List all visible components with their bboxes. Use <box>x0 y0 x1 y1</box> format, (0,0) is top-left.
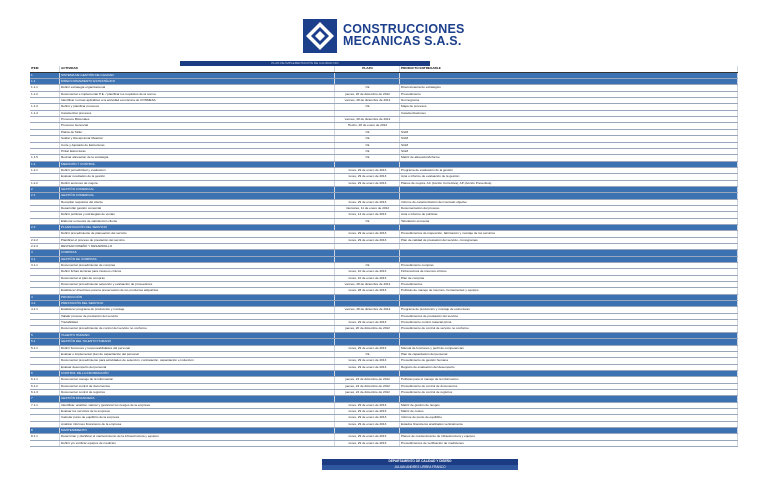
cell-plazo: lunes, 29 de enero de 2013 <box>335 346 400 351</box>
cell-plazo: lunes, 29 de enero de 2013 <box>335 365 400 370</box>
cell-plazo <box>335 396 400 401</box>
cell-plazo: Ok <box>335 219 400 224</box>
cell-item <box>30 231 60 236</box>
cell-item <box>30 409 60 414</box>
cell-plazo: lunes, 29 de enero de 2013 <box>335 231 400 236</box>
cell-product: Estados financieros analizados verticalmente <box>400 422 738 427</box>
cell-item: 1.1.4 <box>30 111 60 116</box>
cell-item: 3 <box>30 250 60 255</box>
cell-product: Procedimientos de verificación de mediciones <box>400 441 738 446</box>
cell-activity: Validar proceso de prestación del servicio <box>60 314 335 319</box>
cell-activity: Evaluar e implementar plan de capacitación del personal <box>60 352 335 357</box>
cell-activity: COMPRAS <box>60 250 335 255</box>
cell-product: Mapa de procesos <box>400 104 738 109</box>
cell-activity: Definir funciones y responsabilidades del personal <box>60 346 335 351</box>
cell-item <box>30 314 60 319</box>
cell-item: 5 <box>30 333 60 338</box>
cell-plazo <box>335 162 400 167</box>
header-plazo: PLAZO <box>335 66 400 71</box>
cell-item <box>30 326 60 331</box>
cell-item <box>30 149 60 154</box>
cell-item: 6.1.3 <box>30 390 60 395</box>
cell-activity: TALENTO HUMANO <box>60 333 335 338</box>
cell-plazo: lunes, 10 de enero de 2013 <box>335 269 400 274</box>
company-name <box>343 23 465 47</box>
cell-activity: Calcular punto de equilibrio de la empresa <box>60 415 335 420</box>
cell-activity: Planta de Taller <box>60 130 335 135</box>
cell-product: SGM <box>400 149 738 154</box>
cell-activity: Definir procedimiento de planeación del servicio <box>60 231 335 236</box>
cell-product: Planes de mejora, AC (Acción Correctiva), AP (Acción Preventiva) <box>400 181 738 186</box>
cell-plazo: Ok <box>335 136 400 141</box>
cell-item: 3.1 <box>30 257 60 262</box>
cell-item <box>30 276 60 281</box>
cell-product <box>400 79 738 84</box>
cell-activity: GESTIÓN DEL TALENTO HUMANO <box>60 339 335 344</box>
cell-activity: PLANIFICACIÓN DEL SERVICIO <box>60 225 335 230</box>
cell-activity: Procesos Gerencial <box>60 123 335 128</box>
cell-item: 2 <box>30 187 60 192</box>
cell-plazo <box>335 333 400 338</box>
cell-product: Plan de calidad de prestación del servicio, cronogramas <box>400 238 738 243</box>
cell-plazo: jueves, 24 de diciembre de 2012 <box>335 390 400 395</box>
cell-plazo <box>335 295 400 300</box>
cell-activity: Documentar control de documentos <box>60 384 335 389</box>
cell-item: 4.1 <box>30 301 60 306</box>
cell-plazo <box>335 73 400 78</box>
cell-plazo: lunes, 29 de enero de 2013 <box>335 200 400 205</box>
cell-product: Plan de compras <box>400 276 738 281</box>
cell-item: 1.2.2 <box>30 181 60 186</box>
cell-plazo: jueves, 20 de diciembre de 2012 <box>335 326 400 331</box>
cell-product: Matriz de costos <box>400 409 738 414</box>
cell-product: Procedimiento de control de documentos <box>400 384 738 389</box>
cell-product: Procedimientos <box>400 282 738 287</box>
cell-item: 5.1.1 <box>30 346 60 351</box>
cell-item <box>30 174 60 179</box>
cell-product <box>400 250 738 255</box>
cell-product: SGM <box>400 136 738 141</box>
table-banner: PLAN DE IMPLEMENTACIÓN DE CALIDAD ISO <box>180 61 430 66</box>
cell-activity: Establecer programa de producción y montaje <box>60 307 335 312</box>
cell-activity: Documentar control de registros <box>60 390 335 395</box>
cell-product: Manual de funciones y perfil de competencias <box>400 346 738 351</box>
cell-activity: Documentar procedimiento para actividades de selección, contratación, capacitación e inducción <box>60 358 335 363</box>
cell-product <box>400 396 738 401</box>
cell-item: 2.2.2 <box>30 238 60 243</box>
cell-item: 8 <box>30 428 60 433</box>
cell-product <box>400 244 738 249</box>
cell-activity: Evaluar resultados de la gestión <box>60 174 335 179</box>
cell-activity: Definir fichas técnicas para insumos críticos <box>60 269 335 274</box>
cell-plazo: lunes, 14 de enero de 2013 <box>335 212 400 217</box>
cell-item <box>30 130 60 135</box>
cell-item <box>30 123 60 128</box>
cell-product <box>400 193 738 198</box>
cell-plazo: lunes, 29 de enero de 2013 <box>335 181 400 186</box>
cell-item: 7.1.1 <box>30 403 60 408</box>
cell-activity: Pintar Estructuras <box>60 149 335 154</box>
cell-activity: MANTENIMIENTO <box>60 428 335 433</box>
cell-product <box>400 73 738 78</box>
cell-item: 4 <box>30 295 60 300</box>
cell-activity: Documentar procedimiento de compras <box>60 263 335 268</box>
signature-block <box>322 459 518 470</box>
cell-plazo: lunes, 28 de enero de 2013 <box>335 288 400 293</box>
cell-activity: Definir y planificar procesos <box>60 104 335 109</box>
cell-item: 1 <box>30 73 60 78</box>
cell-product: Procedimiento de control de registros <box>400 390 738 395</box>
cell-product <box>400 117 738 122</box>
cell-plazo: jueves, 20 de diciembre de 2012 <box>335 92 400 97</box>
cell-item: 6 <box>30 371 60 376</box>
cell-item: 1.1 <box>30 79 60 84</box>
cell-activity: Recopilar requisitos del cliente <box>60 200 335 205</box>
cell-plazo: jueves, 24 de diciembre de 2012 <box>335 377 400 382</box>
cell-item: 2.1 <box>30 193 60 198</box>
cell-product: Planes de mantenimiento de infraestructura y equipos <box>400 434 738 439</box>
cell-plazo: lunes, 29 de enero de 2013 <box>335 320 400 325</box>
cell-plazo <box>335 244 400 249</box>
cell-item: 6.1.2 <box>30 384 60 389</box>
cell-item: 2.2.3 <box>30 244 60 249</box>
cell-product: Caracterizaciones <box>400 111 738 116</box>
cell-product: Acta o informe de evaluación de la gestión <box>400 174 738 179</box>
cell-activity: Identificar, analizar, valorar y gestionar los riesgos de la empresa <box>60 403 335 408</box>
cell-activity: Documentar e implementar P.E. / planificar los requisitos de la norma <box>60 92 335 97</box>
cell-product: Documentación del proceso <box>400 206 738 211</box>
table-body <box>30 73 738 447</box>
cell-plazo <box>335 314 400 319</box>
header-activity: ACTIVIDAD <box>60 66 335 71</box>
cell-activity: Definir estrategia organizacional <box>60 85 335 90</box>
cell-plazo: lunes, 29 de enero de 2013 <box>335 168 400 173</box>
cell-plazo: lunes, 29 de enero de 2013 <box>335 415 400 420</box>
cell-item: 7 <box>30 396 60 401</box>
cell-item: 1.2 <box>30 162 60 167</box>
cell-item: 1.1.1 <box>30 85 60 90</box>
cell-activity: Definir acciones de mejora <box>60 181 335 186</box>
cell-plazo: jueves, 24 de diciembre de 2012 <box>335 384 400 389</box>
cell-product <box>400 295 738 300</box>
cell-plazo: Ok <box>335 104 400 109</box>
cell-product: Normograma <box>400 98 738 103</box>
cell-product <box>400 301 738 306</box>
cell-product <box>400 339 738 344</box>
cell-plazo: lunes, 29 de enero de 2013 <box>335 403 400 408</box>
cell-activity: Definir y/o verificar equipos de medición <box>60 441 335 446</box>
cell-plazo: Ok <box>335 352 400 357</box>
cell-item: 1.1.3 <box>30 104 60 109</box>
cell-plazo <box>335 428 400 433</box>
cell-item <box>30 212 60 217</box>
plan-table <box>30 61 738 447</box>
cell-item: 2.2 <box>30 225 60 230</box>
cell-product: Tabulación encuesta <box>400 219 738 224</box>
cell-product: Procedimiento <box>400 92 738 97</box>
cell-product: Políticas de manejo de insumos, herramientas y equipos <box>400 288 738 293</box>
cell-item: 1.2.1 <box>30 168 60 173</box>
cell-plazo: lunes, 29 de enero de 2013 <box>335 434 400 439</box>
cell-plazo <box>335 79 400 84</box>
cell-plazo <box>335 193 400 198</box>
cell-product: Procedimiento control material prima <box>400 320 738 325</box>
cell-activity: Caracterizar procesos <box>60 111 335 116</box>
cell-plazo: Ok <box>335 85 400 90</box>
cell-activity: Evaluar desempeño del personal <box>60 365 335 370</box>
cell-plazo: viernes, 28 de diciembre de 2012 <box>335 282 400 287</box>
cell-activity: Evaluar los servicios de la empresa <box>60 409 335 414</box>
cell-item: 6.1.1 <box>30 377 60 382</box>
cell-activity: GESTIÓN COMERCIAL <box>60 193 335 198</box>
cell-item <box>30 98 60 103</box>
cell-plazo: Ok <box>335 263 400 268</box>
cell-item <box>30 206 60 211</box>
cell-product <box>400 123 738 128</box>
cell-item: 4.1.1 <box>30 307 60 312</box>
cell-product: Plan de capacitación del personal <box>400 352 738 357</box>
cell-item <box>30 136 60 141</box>
cell-product <box>400 162 738 167</box>
cell-plazo <box>335 371 400 376</box>
cell-product <box>400 371 738 376</box>
cell-plazo: viernes, 28 de diciembre de 2012 <box>335 117 400 122</box>
cell-product: SGM <box>400 143 738 148</box>
cell-product: Políticas para el manejo de la información <box>400 377 738 382</box>
cell-product <box>400 428 738 433</box>
cell-product: Procedimiento de gestión humana <box>400 358 738 363</box>
cell-activity: MEDICIÓN Y CONTROL <box>60 162 335 167</box>
cell-item <box>30 441 60 446</box>
cell-activity: Elaborar encuesta de satisfacción cliente <box>60 219 335 224</box>
cell-product: Direccionamiento estratégico <box>400 85 738 90</box>
cell-product <box>400 257 738 262</box>
cell-item <box>30 358 60 363</box>
department-label: DEPARTAMENTO DE CALIDAD Y DISEÑO <box>322 459 518 465</box>
cell-item: 8.1.1 <box>30 434 60 439</box>
cell-item <box>30 200 60 205</box>
cell-product: Programa de producción y montaje de estructuras <box>400 307 738 312</box>
cell-plazo: lunes, 29 de enero de 2013 <box>335 358 400 363</box>
cell-product <box>400 187 738 192</box>
cell-activity: Documentar procedimiento selección y evaluación de proveedores <box>60 282 335 287</box>
cell-activity: GESTIÓN FINANCIERA <box>60 396 335 401</box>
cell-activity: Documentar manejo de la información <box>60 377 335 382</box>
cell-item: 1.1.5 <box>30 155 60 160</box>
cell-activity: PRESTACIÓN DEL SERVICIO <box>60 301 335 306</box>
cell-product: Procedimiento compras <box>400 263 738 268</box>
cell-product: Ficha técnica de insumos críticos <box>400 269 738 274</box>
cell-product: Informe de punto de equilibrio <box>400 415 738 420</box>
cell-activity: Corte y Ajustado de Estructuras <box>60 143 335 148</box>
cell-plazo: lunes, 10 de enero de 2013 <box>335 276 400 281</box>
cell-item <box>30 288 60 293</box>
cell-plazo <box>335 111 400 116</box>
cell-activity: Determinar y planificar el mantenimiento de la infraestructura y equipos <box>60 434 335 439</box>
cell-plazo: Ok <box>335 130 400 135</box>
cell-plazo <box>335 225 400 230</box>
cell-plazo: viernes, 28 de diciembre de 2012 <box>335 98 400 103</box>
cell-product: Procedimientos de inspección, fabricación y montaje de los servicios <box>400 231 738 236</box>
cell-item <box>30 422 60 427</box>
cell-plazo: lunes, 29 de enero de 2013 <box>335 441 400 446</box>
cell-item <box>30 320 60 325</box>
cell-activity: DIRECCIONAMIENTO ESTRATÉGICO <box>60 79 335 84</box>
cell-activity: Soldar y Recepcionar Material <box>60 136 335 141</box>
cell-item <box>30 282 60 287</box>
company-name-line1: CONSTRUCCIONES <box>343 22 465 36</box>
cell-plazo: Hecho, 28 de enero de 2012 <box>335 123 400 128</box>
cell-plazo: miércoles, 11 de enero de 2012 <box>335 206 400 211</box>
cell-plazo <box>335 301 400 306</box>
cell-product: Acta o informe de políticas <box>400 212 738 217</box>
cell-activity: CONTROL DE LA INFORMACIÓN <box>60 371 335 376</box>
cell-product <box>400 225 738 230</box>
cell-product: Programa de evaluación de la gestión <box>400 168 738 173</box>
cell-activity: Identificar normas aplicables a la actividad económica de CONMESA <box>60 98 335 103</box>
cell-plazo: lunes, 29 de enero de 2013 <box>335 422 400 427</box>
company-name-line2: MECANICAS S.A.S. <box>343 34 462 48</box>
header-product: PRODUCTO ENTREGABLE <box>400 66 738 71</box>
cell-product <box>400 333 738 338</box>
cell-activity: GESTIÓN COMERCIAL <box>60 187 335 192</box>
cell-plazo <box>335 250 400 255</box>
cell-item: 3.1.1 <box>30 263 60 268</box>
cell-plazo: Ok <box>335 155 400 160</box>
cell-item <box>30 269 60 274</box>
cell-activity: Definir periodicidad y evaluación <box>60 168 335 173</box>
cell-plazo: Ok <box>335 149 400 154</box>
cell-plazo <box>335 187 400 192</box>
cell-plazo: Ok <box>335 143 400 148</box>
cell-item: 1.1.2 <box>30 92 60 97</box>
cell-product: Procedimientos de prestación del servicio <box>400 314 738 319</box>
cell-activity: Desarrollar gestión comercial <box>60 206 335 211</box>
cell-item <box>30 415 60 420</box>
cell-item <box>30 117 60 122</box>
cell-activity: Documentar procedimiento de control del servicio no conforme <box>60 326 335 331</box>
cell-activity: SISTEMA DE GESTIÓN DE CALIDAD <box>60 73 335 78</box>
author-label: JULIAN ANDRES URREA FRANCO <box>322 465 518 471</box>
cell-item <box>30 219 60 224</box>
cell-activity: REVISAR DISEÑO Y DESARROLLO <box>60 244 335 249</box>
cell-product: Matriz de gestión de riesgos <box>400 403 738 408</box>
cell-activity: Trazabilidad <box>60 320 335 325</box>
cell-item: 5.1 <box>30 339 60 344</box>
cell-plazo: lunes, 29 de enero de 2013 <box>335 238 400 243</box>
cell-plazo: lunes, 29 de enero de 2013 <box>335 174 400 179</box>
cell-product: SGM <box>400 130 738 135</box>
cell-plazo <box>335 257 400 262</box>
cell-product: Matriz de alineación/Informe <box>400 155 738 160</box>
company-logo-icon <box>302 18 338 54</box>
cell-activity: Planificar el proceso de prestación del servicio <box>60 238 335 243</box>
header-item: ITEM <box>30 66 60 71</box>
cell-activity: Establecer directrices para la preservación de los productos adquiridos <box>60 288 335 293</box>
cell-plazo <box>335 339 400 344</box>
cell-plazo: viernes, 28 de diciembre de 2012 <box>335 307 400 312</box>
cell-activity: Documentar el plan de compras <box>60 276 335 281</box>
cell-plazo: lunes, 29 de enero de 2013 <box>335 409 400 414</box>
cell-activity: Definir políticas y estrategias de ventas <box>60 212 335 217</box>
cell-item <box>30 365 60 370</box>
cell-product: Procedimiento de control de servicio no conforme <box>400 326 738 331</box>
cell-product: Informe de caracterización del mercado objetivo <box>400 200 738 205</box>
table-row <box>30 441 738 447</box>
cell-activity: PRODUCCIÓN <box>60 295 335 300</box>
cell-activity: Revisar alineación de la estrategia <box>60 155 335 160</box>
cell-activity: Analizar informes financieros de la empresa <box>60 422 335 427</box>
cell-item <box>30 143 60 148</box>
cell-product: Registro de evaluación del desempeño <box>400 365 738 370</box>
cell-activity: GESTIÓN DE COMPRAS <box>60 257 335 262</box>
cell-item <box>30 352 60 357</box>
cell-activity: Procesos Misionales <box>60 117 335 122</box>
